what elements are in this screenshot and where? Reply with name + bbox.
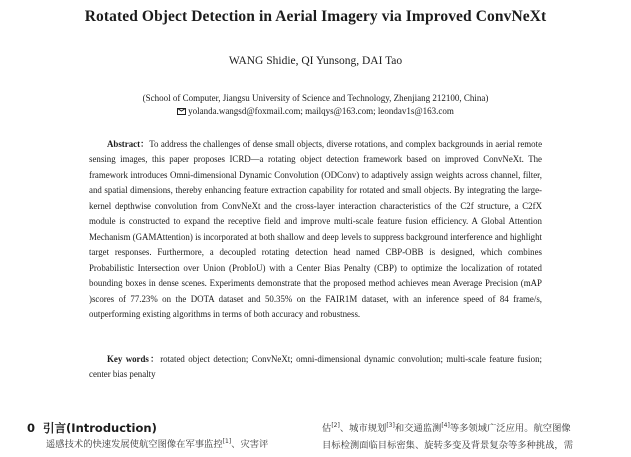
citation-ref: [3] <box>386 422 395 429</box>
intro-right-text: 等多领域广泛应用。航空图像 <box>449 423 571 434</box>
affiliation: (School of Computer, Jiangsu University of Science and Technology, Zhenjiang 212100, China) <box>142 93 489 103</box>
section-title: 引言(Introduction) <box>43 421 157 435</box>
abstract-paragraph <box>89 137 542 322</box>
paper-title: Rotated Object Detection in Aerial Imagery via Improved ConvNeXt <box>84 8 547 25</box>
intro-right-line-2: 目标检测面临目标密集、旋转多变及背景复杂等多种挑战，需 <box>322 440 574 451</box>
intro-left-column <box>46 438 314 452</box>
abstract-label: Abstract： <box>107 139 150 149</box>
keywords-paragraph <box>89 352 542 383</box>
citation-ref: [1] <box>222 438 232 445</box>
email-line <box>0 106 631 116</box>
envelope-icon <box>177 108 186 115</box>
section-heading-introduction <box>27 420 157 436</box>
keywords-text: rotated object detection; ConvNeXt; omni-dimensional dynamic convolution; multi-scale feature fusion; center bias penalty <box>89 354 542 380</box>
email-addresses: yolanda.wangsd@foxmail.com; mailqys@163.com; leondav1s@163.com <box>188 106 454 116</box>
intro-right-column <box>322 420 604 454</box>
intro-right-text: 估 <box>322 423 332 434</box>
intro-right-text: 和交通监测 <box>394 423 442 434</box>
intro-right-line-1 <box>322 420 604 437</box>
citation-ref: [2] <box>331 422 340 429</box>
citation-ref: [4] <box>441 422 450 429</box>
intro-right-text: 、城市规划 <box>339 423 387 434</box>
intro-left-text-end: 、灾害评 <box>231 439 269 450</box>
keywords-label: Key words： <box>107 354 161 364</box>
author-list: WANG Shidie, QI Yunsong, DAI Tao <box>228 55 403 67</box>
abstract-text: To address the challenges of dense small objects, diverse rotations, and complex backgrounds in aerial remote sensing images, this paper proposes ICRD—a rotating object detection framework based on improved ConvNeXt. The framework introduces Omni-dimensional Dynamic Convolution (ODConv) to adaptively assign weights across channel, filter, and spatial dimensions, thereby enhancing feature extraction capability for rotated and small objects. By integrating the large-kernel depthwise convolution from ConvNeXt and the cross-layer interaction characteristics of the C2f structure, a C2fX module is constructed to expand the receptive field and improve multi-scale feature fusion efficiency. A Global Attention Mechanism (GAMAttention) is incorporated at both shallow and deep levels to suppress background interference and highlight target responses. Furthermore, a decoupled rotating detection head named CBP-OBB is designed, which combines Probabilistic Intersection over Union (ProbIoU) with a Center Bias Penalty (CBP) to optimize the localization of rotated bounding boxes in dense scenes. Experiments demonstrate that the proposed method achieves mean Average Precision (mAP )scores of 77.23% on the DOTA dataset and 50.35% on the FAIR1M dataset, with an inference speed of 84 frame/s, outperforming existing algorithms in terms of both accuracy and robustness. <box>89 139 543 319</box>
intro-left-text: 遥感技术的快速发展使航空图像在军事监控 <box>46 439 223 450</box>
section-number: 0 <box>27 421 36 435</box>
